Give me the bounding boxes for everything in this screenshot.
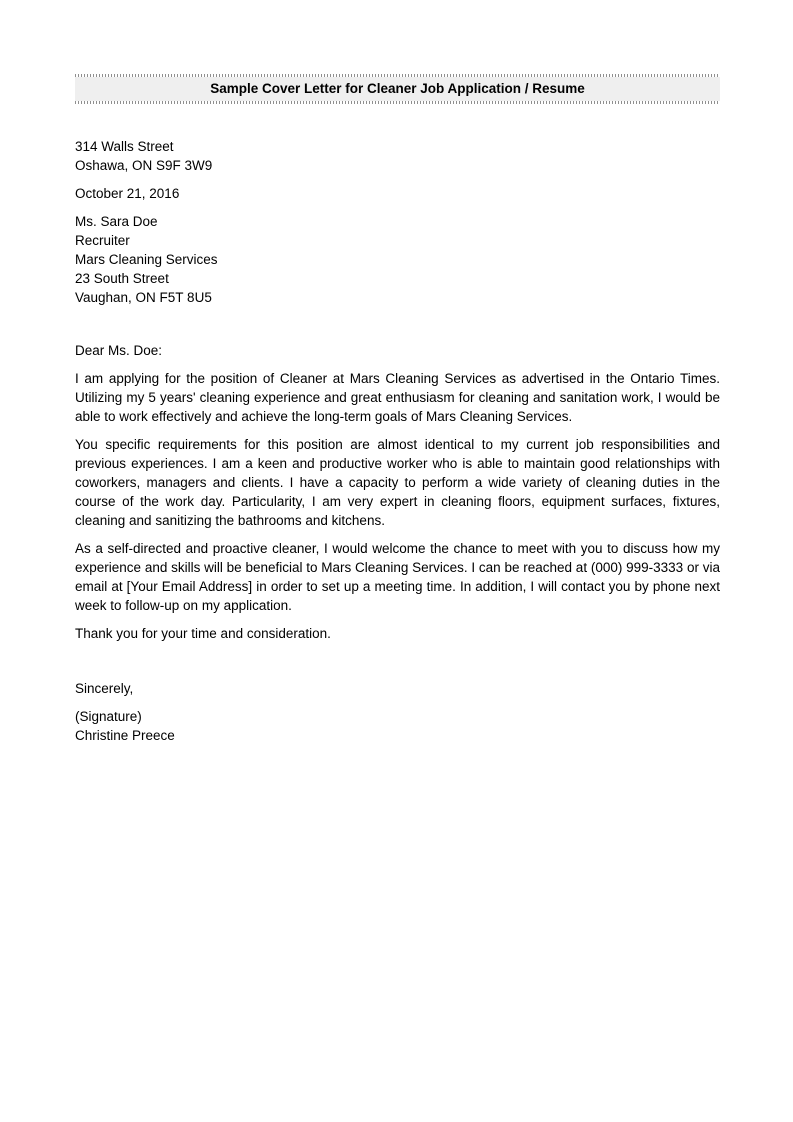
sender-address-line2: Oshawa, ON S9F 3W9 — [75, 158, 213, 173]
valediction: Sincerely, — [75, 681, 134, 696]
sender-address-line1: 314 Walls Street — [75, 139, 174, 154]
sender-address-block — [75, 137, 720, 175]
title-banner — [75, 74, 720, 104]
body-paragraph-3: As a self-directed and proactive cleaner, I would welcome the chance to meet with you to discuss how my experience and skills will be beneficial to Mars Cleaning Services. I can be reached at (000) 999-3333 or via email at [Your Email Address] in order to set up a meeting time. In addition, I will contact you by phone next week to follow-up on my application. — [75, 541, 720, 613]
recipient-address-block — [75, 212, 720, 307]
title-banner-border-bottom — [75, 101, 720, 104]
recipient-title: Recruiter — [75, 233, 130, 248]
document-title: Sample Cover Letter for Cleaner Job Application / Resume — [75, 77, 720, 101]
signature-block — [75, 707, 720, 745]
signer-name: Christine Preece — [75, 728, 175, 743]
body-paragraph-2: You specific requirements for this position are almost identical to my current job responsibilities and previous experiences. I am a keen and productive worker who is able to maintain good relationships with coworkers, managers and clients. I have a capacity to perform a wide variety of cleaning duties in the course of the work day. Particularity, I am very expert in cleaning floors, equipment surfaces, fixtures, cleaning and sanitizing the bathrooms and kitchens. — [75, 437, 720, 528]
signature-placeholder: (Signature) — [75, 709, 142, 724]
body-paragraph-1: I am applying for the position of Cleaner at Mars Cleaning Services as advertised in the Ontario Times. Utilizing my 5 years' cleaning experience and great enthusiasm for cleaning and sanitation work, I would be able to work effectively and achieve the long-term goals of Mars Cleaning Services. — [75, 371, 720, 424]
recipient-company: Mars Cleaning Services — [75, 252, 218, 267]
recipient-name: Ms. Sara Doe — [75, 214, 158, 229]
salutation: Dear Ms. Doe: — [75, 343, 163, 358]
body-paragraph-thanks: Thank you for your time and consideration. — [75, 626, 331, 641]
recipient-street: 23 South Street — [75, 271, 169, 286]
recipient-city: Vaughan, ON F5T 8U5 — [75, 290, 212, 305]
letter-date: October 21, 2016 — [75, 186, 180, 201]
